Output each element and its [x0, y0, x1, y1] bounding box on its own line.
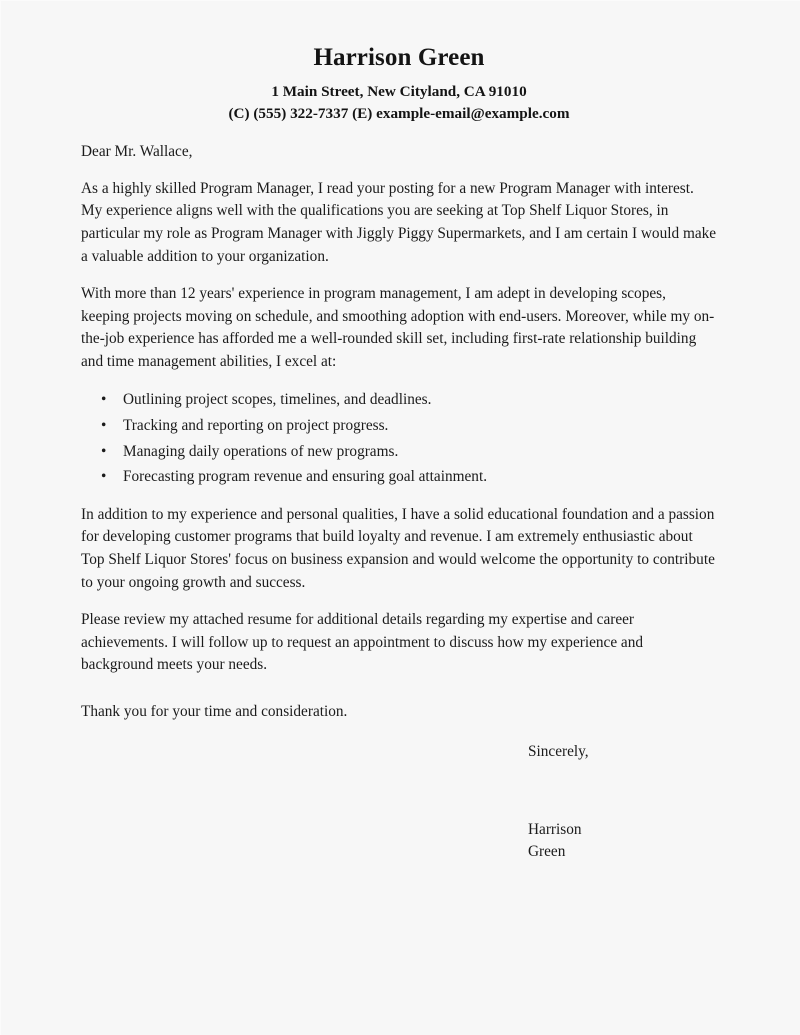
- list-item: [81, 466, 717, 489]
- paragraph-experience: With more than 12 years' experience in program management, I am adept in developing scopes, keeping projects moving on schedule, and smoothing adoption with end-users. Moreover, while my on-the-job experience has afforded me a well-rounded skill set, including first-rate relationship building and time management abilities, I excel at:: [81, 285, 715, 370]
- signature-block: [81, 741, 717, 864]
- letterhead: [81, 43, 717, 125]
- closing-thanks: Thank you for your time and consideration.: [81, 702, 348, 720]
- list-item-label: Forecasting program revenue and ensuring goal attainment.: [123, 468, 488, 486]
- skills-list: [81, 389, 717, 489]
- bullet-icon: •: [101, 391, 107, 409]
- paragraph-qualities: In addition to my experience and personal qualities, I have a solid educational foundation and a passion for developing customer programs that build loyalty and revenue. I am extremely enthusiastic about Top Shelf Liquor Stores' focus on business expansion and would welcome the opportunity to contribute to your ongoing growth and success.: [81, 505, 715, 591]
- list-item-label: Outlining project scopes, timelines, and deadlines.: [123, 391, 432, 409]
- bullet-icon: •: [101, 442, 107, 460]
- list-item-label: Tracking and reporting on project progress.: [123, 416, 389, 434]
- list-item-label: Managing daily operations of new programs.: [123, 442, 399, 460]
- signer-last-name: Green: [528, 843, 566, 861]
- cover-letter-body: [81, 43, 717, 863]
- sender-name: Harrison Green: [313, 44, 485, 71]
- signer-first-name: Harrison: [528, 821, 582, 839]
- list-item: [81, 389, 717, 412]
- sign-off: Sincerely,: [528, 742, 589, 760]
- bullet-icon: •: [101, 468, 107, 486]
- paragraph-intro: As a highly skilled Program Manager, I read your posting for a new Program Manager with interest. My experience aligns well with the qualifications you are seeking at Top Shelf Liquor Stores, in particular my role as Program Manager with Jiggly Piggy Supermarkets, and I am certain I would make a valuable addition to your organization.: [81, 179, 717, 265]
- sender-contact: (C) (555) 322-7337 (E) example-email@example.com: [228, 105, 570, 123]
- signer-name: [528, 819, 717, 863]
- paragraph-followup: Please review my attached resume for additional details regarding my expertise and career achievements. I will follow up to request an appointment to discuss how my experience and background meets your needs.: [81, 611, 644, 674]
- bullet-icon: •: [101, 416, 107, 434]
- list-item: [81, 441, 717, 464]
- list-item: [81, 415, 717, 438]
- salutation: Dear Mr. Wallace,: [81, 142, 193, 160]
- sender-address: 1 Main Street, New Cityland, CA 91010: [271, 82, 527, 100]
